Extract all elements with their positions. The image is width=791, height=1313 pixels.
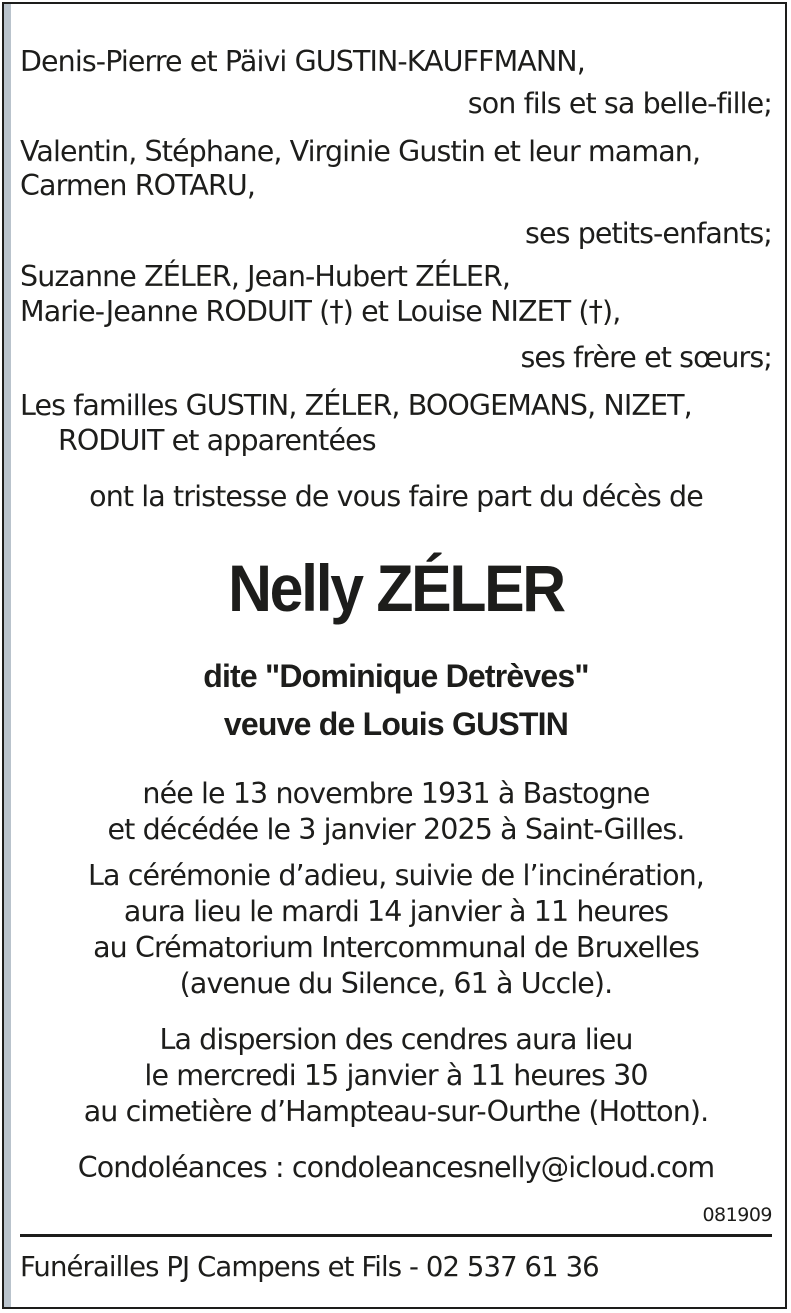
ashes-line-1: La dispersion des cendres aura lieu bbox=[159, 1023, 633, 1056]
grandchildren-names-1: Valentin, Stéphane, Virginie Gustin et leur maman, bbox=[20, 135, 701, 168]
siblings-role: ses frère et sœurs; bbox=[520, 341, 772, 374]
deceased-alias: dite "Dominique Detrèves" bbox=[203, 658, 589, 694]
ceremony-line-3: au Crématorium Intercommunal de Bruxelles bbox=[93, 931, 699, 964]
ceremony-line-4: (avenue du Silence, 61 à Uccle). bbox=[179, 967, 613, 1000]
son-role: son fils et sa belle-fille; bbox=[467, 87, 772, 120]
grandchildren-names-2: Carmen ROTARU, bbox=[20, 169, 256, 202]
son-names: Denis-Pierre et Päivi GUSTIN-KAUFFMANN, bbox=[20, 45, 585, 78]
death-info: et décédée le 3 janvier 2025 à Saint-Gilles. bbox=[107, 813, 685, 846]
reference-number: 081909 bbox=[702, 1204, 772, 1226]
condolences: Condoléances : condoleancesnelly@icloud.com bbox=[77, 1151, 715, 1184]
deceased-name: Nelly ZÉLER bbox=[228, 551, 564, 625]
grandchildren-role: ses petits-enfants; bbox=[525, 217, 772, 250]
families-line-2: RODUIT et apparentées bbox=[58, 424, 376, 457]
siblings-names-1: Suzanne ZÉLER, Jean-Hubert ZÉLER, bbox=[20, 260, 511, 293]
siblings-names-2: Marie-Jeanne RODUIT (†) et Louise NIZET (†), bbox=[20, 295, 621, 328]
families-line-1: Les familles GUSTIN, ZÉLER, BOOGEMANS, NIZET, bbox=[20, 389, 692, 422]
ceremony-line-1: La cérémonie d’adieu, suivie de l’incinération, bbox=[88, 859, 704, 892]
announcement: ont la tristesse de vous faire part du décès de bbox=[89, 480, 703, 513]
funeral-home: Funérailles PJ Campens et Fils - 02 537 61 36 bbox=[20, 1251, 599, 1283]
ceremony-line-2: aura lieu le mardi 14 janvier à 11 heures bbox=[123, 895, 669, 928]
deceased-widow-of: veuve de Louis GUSTIN bbox=[223, 706, 569, 742]
left-accent-bar bbox=[4, 4, 11, 1307]
ashes-line-3: au cimetière d’Hampteau-sur-Ourthe (Hotton). bbox=[83, 1095, 709, 1128]
footer-divider bbox=[20, 1234, 772, 1237]
birth-info: née le 13 novembre 1931 à Bastogne bbox=[142, 777, 650, 810]
ashes-line-2: le mercredi 15 janvier à 11 heures 30 bbox=[144, 1059, 648, 1092]
